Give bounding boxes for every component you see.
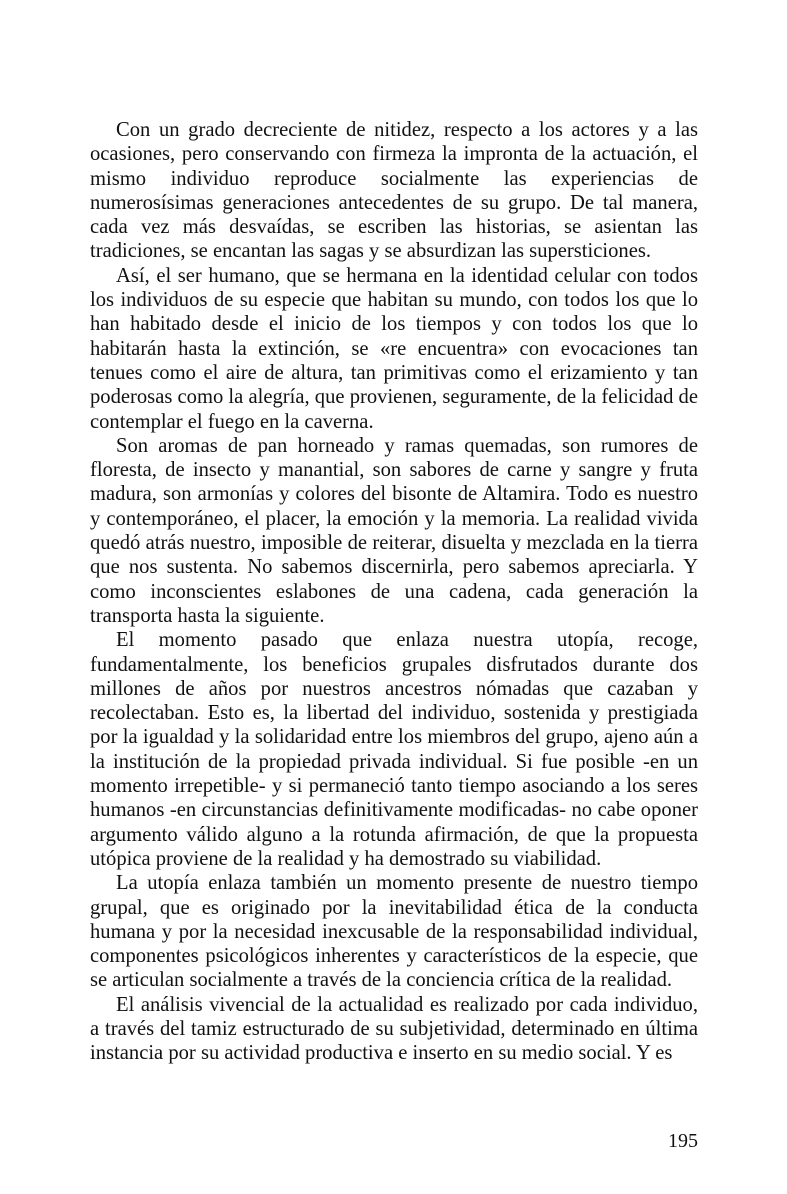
paragraph-4: El momento pasado que enlaza nuestra utopía, recoge, fundamentalmente, los beneficios grupales disfrutados durante dos millones de años por nuestros ancestros nómadas que cazaban y recolectaban. Esto es, la libertad del individuo, sostenida y prestigiada por la igualdad y la solidaridad entre los miembros del grupo, ajeno aún a la institución de la propiedad privada individual. Si fue posible -en un momento irrepetible- y si permaneció tanto tiempo asociando a los seres humanos -en circunstancias definitivamente modificadas- no cabe oponer argumento válido alguno a la rotunda afirmación, de que la propuesta utópica proviene de la realidad y ha demostrado su viabilidad. bbox=[90, 629, 698, 870]
paragraph-2: Así, el ser humano, que se hermana en la identidad celular con todos los individuos de su especie que habitan su mundo, con todos los que lo han habitado desde el inicio de los tiempos y con todos los que lo habitarán hasta la extinción, se «re encuentra» con evocaciones tan tenues como el aire de altura, tan primitivas como el erizamiento y tan poderosas como la alegría, que provienen, seguramente, de la felicidad de contemplar el fuego en la caverna. bbox=[90, 264, 698, 433]
page-body bbox=[90, 118, 698, 1066]
paragraph-6: El análisis vivencial de la actualidad es realizado por cada individuo, a través del tamiz estructurado de su subjetividad, determinado en última instancia por su actividad productiva e inserto en su medio social. Y es bbox=[90, 993, 698, 1065]
paragraph-1: Con un grado decreciente de nitidez, respecto a los actores y a las ocasiones, pero conservando con firmeza la impronta de la actuación, el mismo individuo reproduce socialmente las experiencias de numerosísimas generaciones antecedentes de su grupo. De tal manera, cada vez más desvaídas, se escriben las historias, se asientan las tradiciones, se encantan las sagas y se absurdizan las supersticiones. bbox=[90, 119, 698, 263]
paragraph-5: La utopía enlaza también un momento presente de nuestro tiempo grupal, que es originado por la inevitabilidad ética de la conducta humana y por la necesidad inexcusable de la responsabilidad individual, componentes psicológicos inherentes y característicos de la especie, que se articulan socialmente a través de la conciencia crítica de la realidad. bbox=[90, 872, 698, 992]
page-number: 195 bbox=[668, 1130, 698, 1152]
paragraph-3: Son aromas de pan horneado y ramas quemadas, son rumores de floresta, de insecto y manantial, son sabores de carne y sangre y fruta madura, son armonías y colores del bisonte de Altamira. Todo es nuestro y contemporáneo, el placer, la emoción y la memoria. La realidad vivida quedó atrás nuestro, imposible de reiterar, disuelta y mezclada en la tierra que nos sustenta. No sabemos discernirla, pero sabemos apreciarla. Y como inconscientes eslabones de una cadena, cada generación la transporta hasta la siguiente. bbox=[90, 434, 698, 627]
